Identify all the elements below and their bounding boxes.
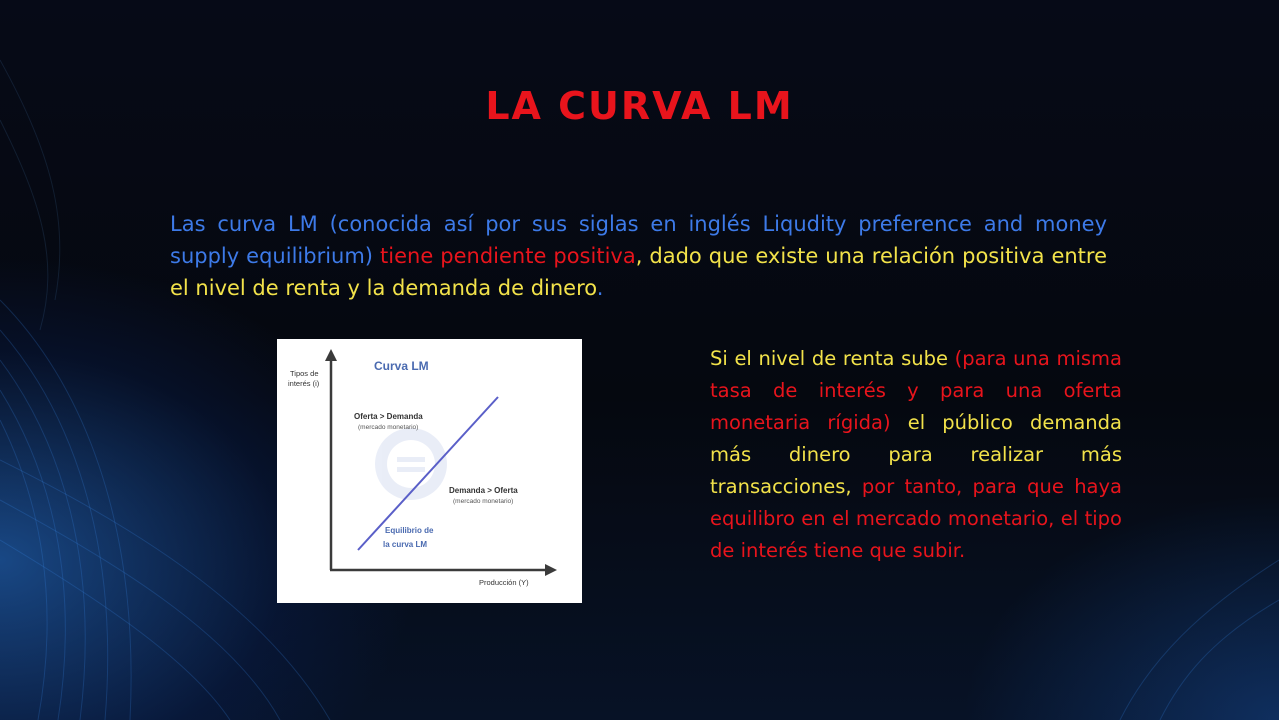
intro-text-blue: Las curva LM (conocida así por sus siglas en inglés Liqudity preference and money supply equilibrium) — [170, 212, 1107, 268]
figure-title: Curva LM — [374, 359, 429, 373]
side-text-red-1: (para una misma tasa de interés y para una oferta monetaria rígida) — [710, 347, 1122, 434]
side-text-yellow-1: Si el nivel de renta sube — [710, 347, 955, 370]
x-axis-label: Producción (Y) — [479, 578, 529, 587]
y-axis-label-line1: Tipos de — [290, 369, 319, 378]
lower-region-sublabel: (mercado monetario) — [453, 498, 514, 505]
y-axis-label-line2: interés (i) — [288, 379, 320, 388]
y-axis-arrow — [325, 349, 337, 361]
lm-curve-figure — [277, 339, 582, 603]
lm-curve-diagram — [277, 339, 582, 603]
upper-region-label: Oferta > Demanda — [354, 412, 423, 421]
upper-region-sublabel: (mercado monetario) — [358, 424, 419, 431]
intro-paragraph — [170, 208, 1107, 304]
intro-text-yellow: , dado que existe una relación positiva entre el nivel de renta y la demanda de dinero — [170, 244, 1108, 300]
slide-title: LA CURVA LM — [485, 84, 794, 128]
x-axis-arrow — [545, 564, 557, 576]
side-text-yellow-2: el público demanda más dinero para realizar más transacciones, — [710, 411, 1122, 498]
side-text-red-2: por tanto, para que haya equilibro en el mercado monetario, el tipo de interés tiene que subir. — [710, 475, 1122, 562]
lower-region-label: Demanda > Oferta — [449, 486, 518, 495]
intro-text-red: tiene pendiente positiva — [380, 244, 636, 268]
curve-label-line2: la curva LM — [383, 540, 428, 549]
side-paragraph — [710, 343, 1122, 567]
curve-label-line1: Equilibrio de — [385, 526, 434, 535]
intro-text-period: . — [596, 276, 604, 300]
